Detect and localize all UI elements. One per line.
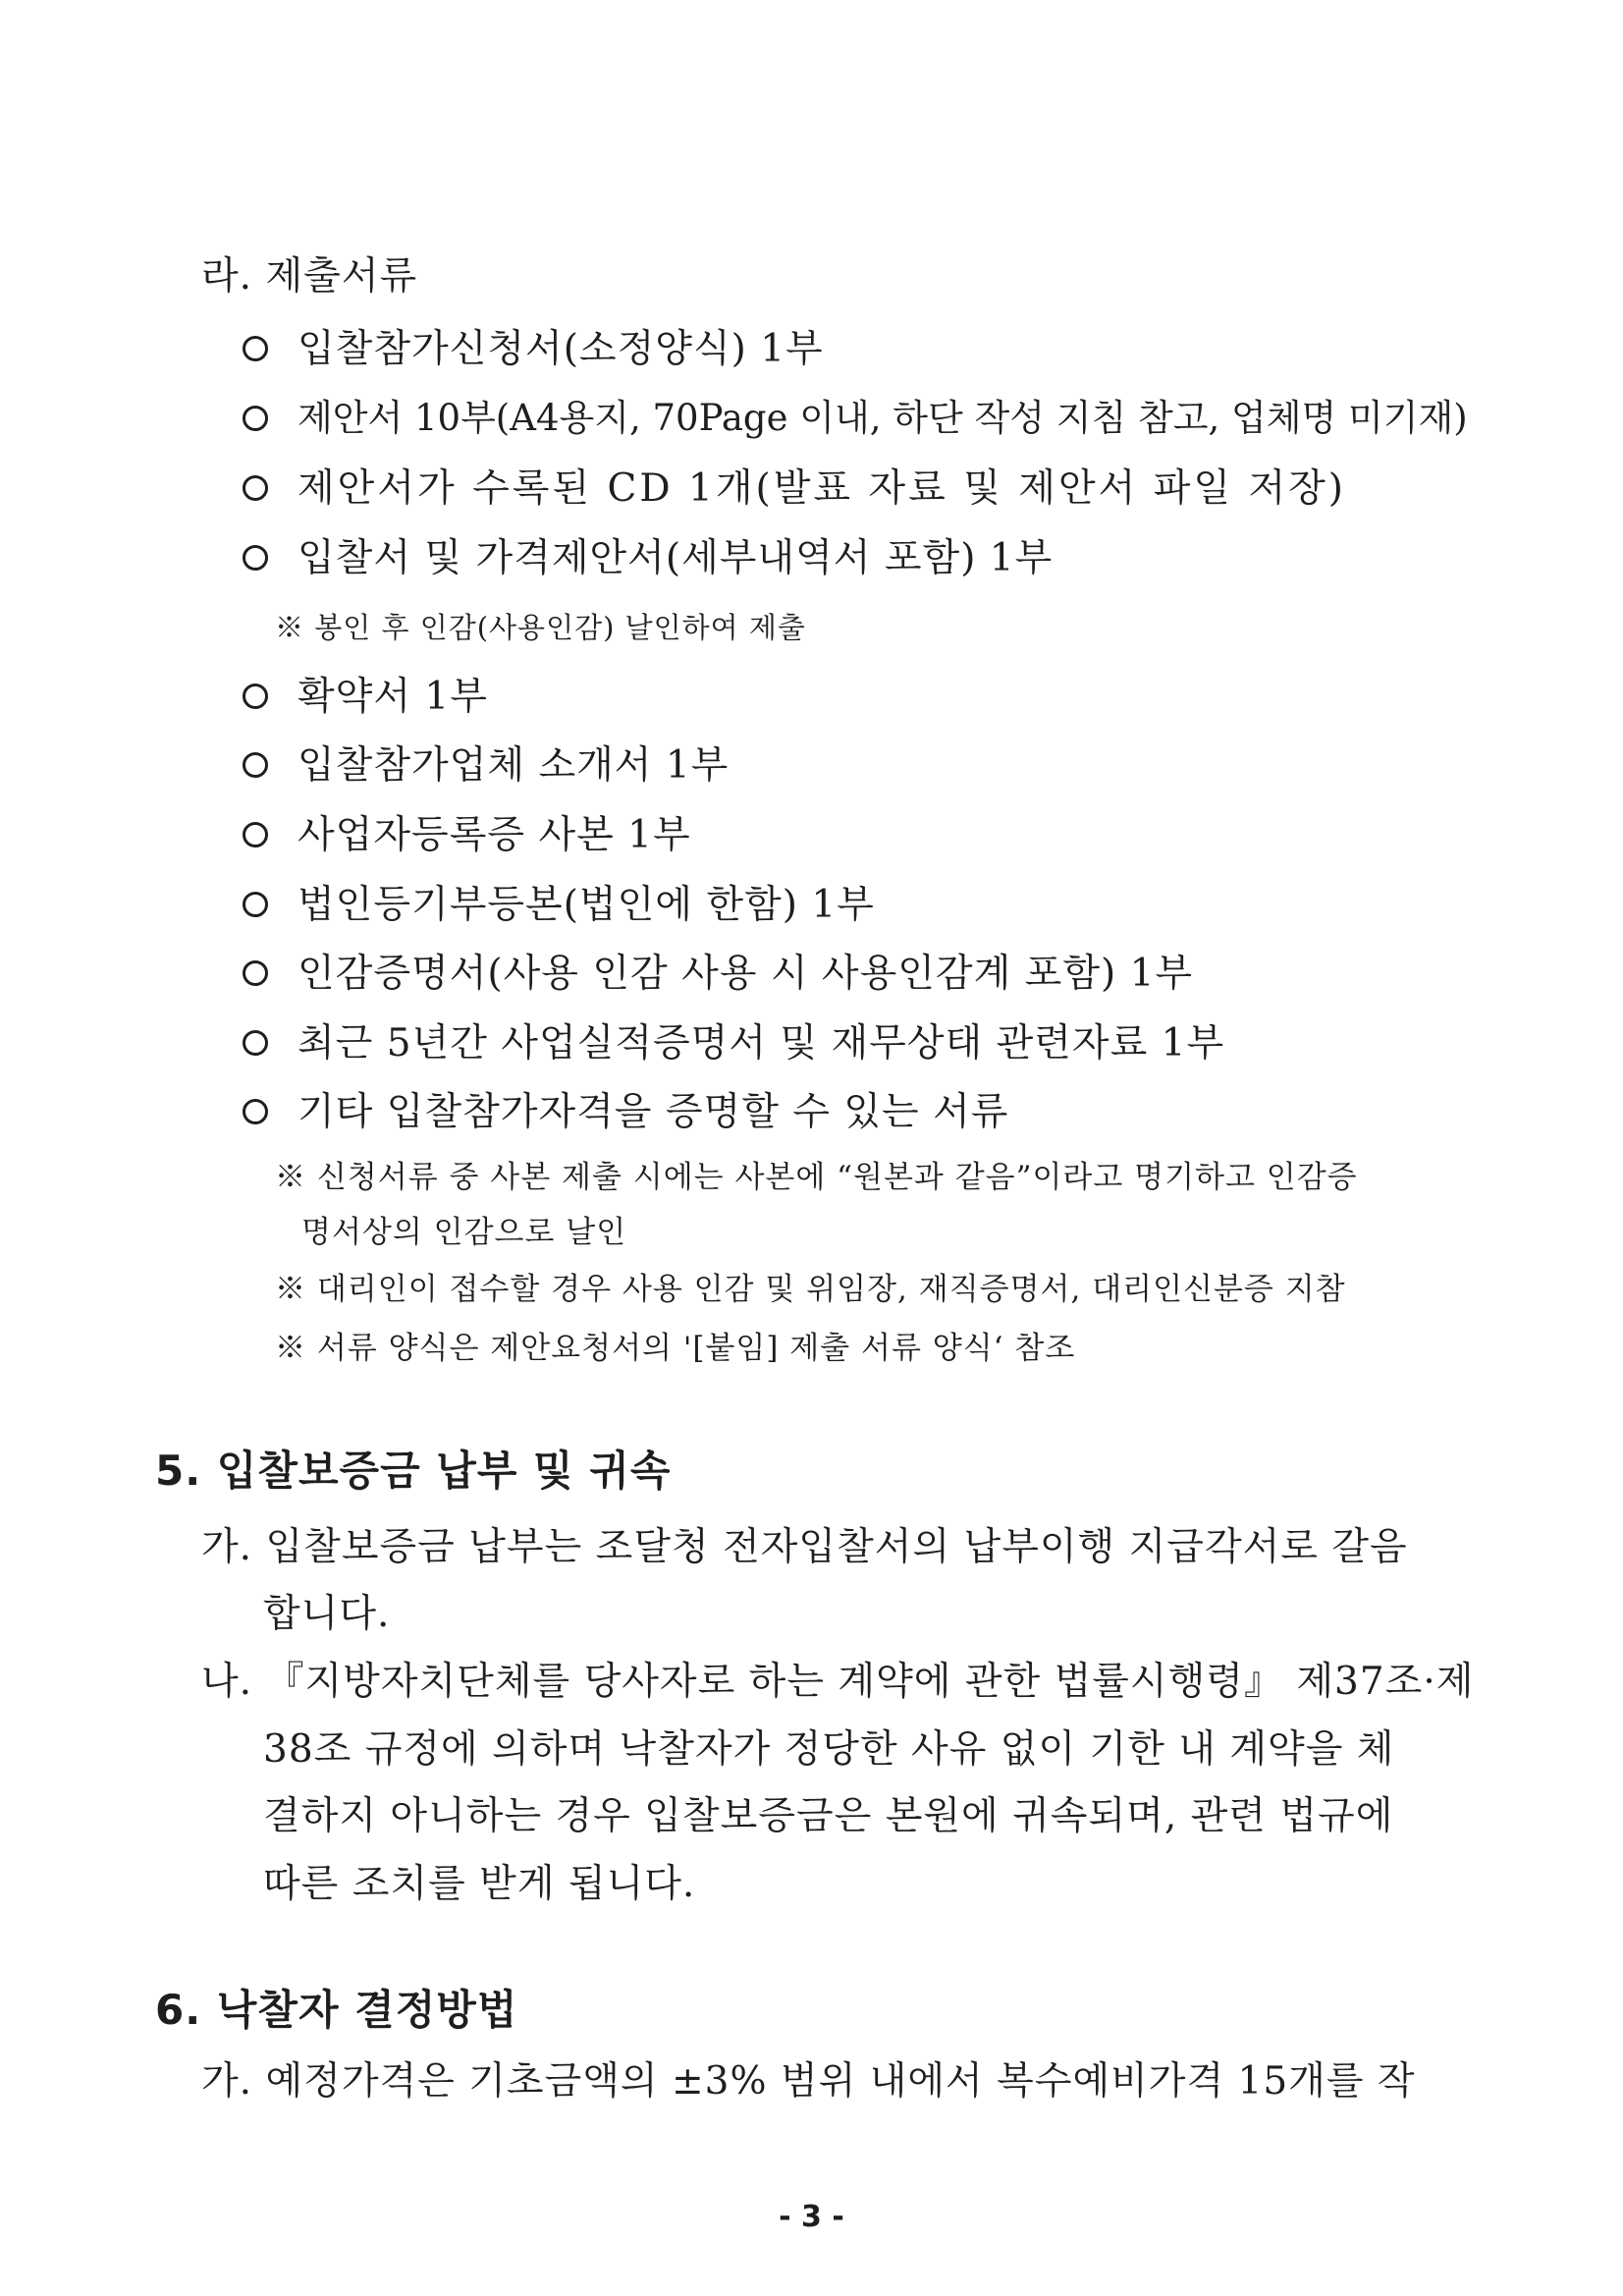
section-5-na-line-4: 따른 조치를 받게 됩니다. <box>263 1862 696 1906</box>
section-5-na-line-3: 결하지 아니하는 경우 입찰보증금은 본원에 귀속되며, 관련 법규에 <box>263 1794 1394 1838</box>
list-item: 제안서가 수록된 CD 1개(발표 자료 및 제안서 파일 저장) <box>298 466 1347 511</box>
list-item: 최근 5년간 사업실적증명서 및 재무상태 관련자료 1부 <box>298 1021 1225 1066</box>
list-item: 입찰참가신청서(소정양식) 1부 <box>298 327 824 371</box>
circle-bullet-icon <box>243 892 268 917</box>
section-ra-heading: 라. 제출서류 <box>201 254 418 299</box>
list-item: 제안서 10부(A4용지, 70Page 이내, 하단 작성 지침 참고, 업체명 미기재) <box>298 397 1468 439</box>
list-item: 기타 입찰참가자격을 증명할 수 있는 서류 <box>298 1090 1009 1134</box>
circle-bullet-icon <box>243 752 268 778</box>
note-line: 명서상의 인감으로 날인 <box>301 1215 627 1250</box>
page-number: - 3 - <box>779 2200 844 2234</box>
note-line: ※ 신청서류 중 사본 제출 시에는 사본에 “원본과 같음”이라고 명기하고 인감증 <box>275 1160 1358 1195</box>
section-5-ga-line-2: 합니다. <box>263 1592 391 1636</box>
section-5-na-line-2: 38조 규정에 의하며 낙찰자가 정당한 사유 없이 기한 내 계약을 체 <box>263 1727 1395 1772</box>
list-item: 확약서 1부 <box>298 675 488 719</box>
list-item: 사업자등록증 사본 1부 <box>298 813 691 857</box>
list-item: 입찰참가업체 소개서 1부 <box>298 743 730 788</box>
section-5-na-line-1: 나. 『지방자치단체를 당사자로 하는 계약에 관한 법률시행령』 제37조·제 <box>201 1660 1475 1704</box>
section-6-title: 6. 낙찰자 결정방법 <box>155 1986 518 2034</box>
circle-bullet-icon <box>243 822 268 847</box>
circle-bullet-icon <box>243 406 268 431</box>
circle-bullet-icon <box>243 336 268 361</box>
note-seal: ※ 봉인 후 인감(사용인감) 날인하여 제출 <box>275 611 806 644</box>
list-item: 입찰서 및 가격제안서(세부내역서 포함) 1부 <box>298 536 1054 580</box>
paragraph-text: 가. 입찰보증금 납부는 조달청 전자입찰서의 납부이행 지급각서로 갈음 <box>201 1525 1408 1569</box>
note-line: ※ 서류 양식은 제안요청서의 '[붙임] 제출 서류 양식‘ 참조 <box>275 1331 1076 1366</box>
list-item: 인감증명서(사용 인감 사용 시 사용인감계 포함) 1부 <box>298 952 1194 996</box>
circle-bullet-icon <box>243 683 268 709</box>
circle-bullet-icon <box>243 960 268 986</box>
circle-bullet-icon <box>243 475 268 501</box>
section-6-ga-line-1: 가. 예정가격은 기초금액의 ±3% 범위 내에서 복수예비가격 15개를 작 <box>201 2059 1416 2104</box>
section-5-ga-line-1 <box>201 1525 1468 1569</box>
circle-bullet-icon <box>243 1030 268 1056</box>
circle-bullet-icon <box>243 1099 268 1124</box>
list-item: 법인등기부등본(법인에 한함) 1부 <box>298 883 875 927</box>
section-5-title: 5. 입찰보증금 납부 및 귀속 <box>155 1447 672 1495</box>
circle-bullet-icon <box>243 545 268 571</box>
note-line: ※ 대리인이 접수할 경우 사용 인감 및 위임장, 재직증명서, 대리인신분증 지참 <box>275 1272 1346 1307</box>
